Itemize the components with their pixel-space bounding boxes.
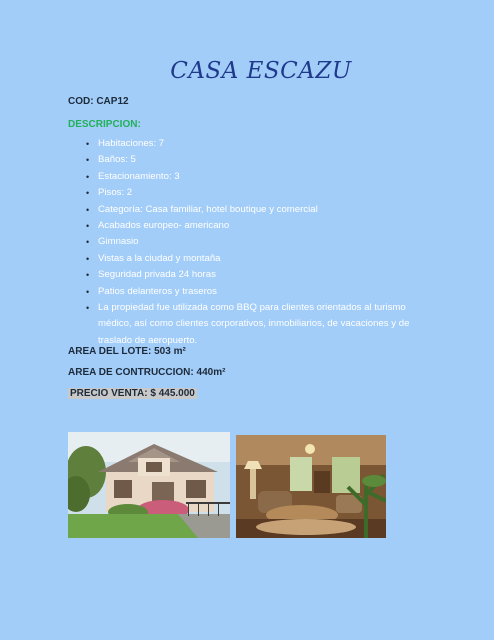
feature-item: • Seguridad privada 24 horas <box>86 267 416 283</box>
page-title: CASA ESCAZU <box>170 58 352 84</box>
bullet-icon: • <box>86 139 90 149</box>
feature-item: • Categoría: Casa familiar, hotel boutique y comercial <box>86 202 416 218</box>
feature-item: • Gimnasio <box>86 234 416 250</box>
bullet-icon: • <box>86 221 90 232</box>
feature-item: • Pisos: 2 <box>86 185 416 201</box>
house-exterior-illustration <box>68 432 230 538</box>
bullet-icon: • <box>86 286 90 297</box>
bullet-icon: • <box>86 237 90 248</box>
feature-item: • Habitaciones: 7 <box>86 136 416 152</box>
house-exterior-photo <box>68 432 230 538</box>
bullet-icon: • <box>86 303 90 314</box>
bullet-icon: • <box>86 253 90 264</box>
bullet-icon: • <box>86 270 90 281</box>
sale-price: PRECIO VENTA: $ 445.000 <box>70 388 195 399</box>
feature-item: • Patios delanteros y traseros <box>86 284 416 300</box>
living-room-photo <box>236 435 386 538</box>
description-heading: DESCRIPCION: <box>68 119 141 130</box>
bullet-icon: • <box>86 204 90 215</box>
construction-area: AREA DE CONTRUCCION: 440m² <box>68 367 226 378</box>
bullet-icon: • <box>86 171 90 182</box>
bullet-icon: • <box>86 155 90 166</box>
lot-area: AREA DEL LOTE: 503 m² <box>68 346 186 357</box>
bullet-icon: • <box>86 188 90 199</box>
feature-item: • La propiedad fue utilizada como BBQ para clientes orientados al turismo médico, así como clientes corporativos, inmobiliarios, de vacaciones y de traslado de aeropuerto. <box>86 302 410 346</box>
feature-item: • Baños: 5 <box>86 152 416 168</box>
feature-item: • Acabados europeo- americano <box>86 218 416 234</box>
feature-list <box>86 136 416 349</box>
feature-item: • Vistas a la ciudad y montaña <box>86 251 416 267</box>
feature-item: • Estacionamiento: 3 <box>86 169 416 185</box>
property-code: COD: CAP12 <box>68 96 129 107</box>
living-room-illustration <box>236 435 386 538</box>
